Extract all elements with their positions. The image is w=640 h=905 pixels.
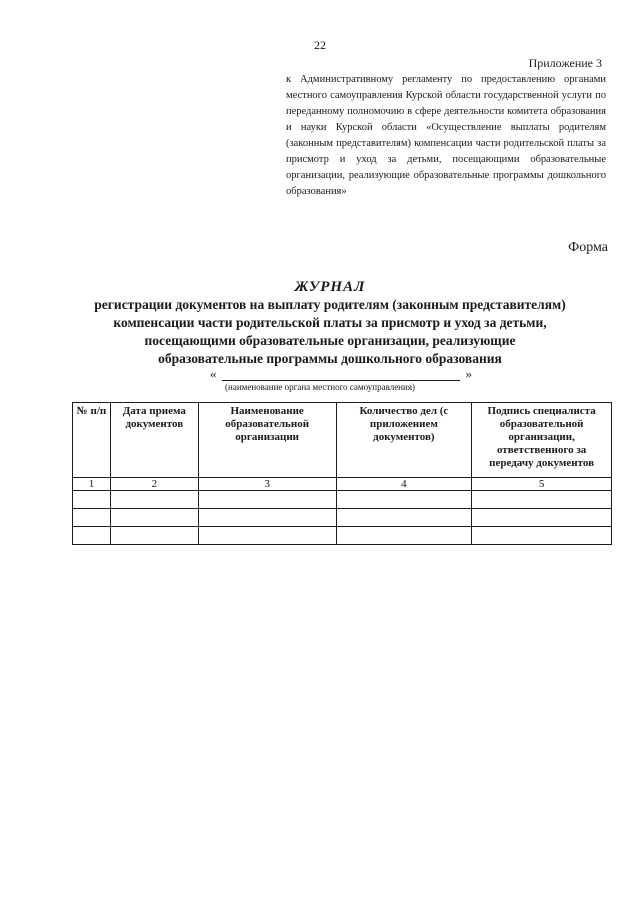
column-number: 3 xyxy=(198,478,336,491)
table-cell[interactable] xyxy=(110,509,198,527)
journal-title-block xyxy=(60,278,600,368)
table-cell[interactable] xyxy=(472,527,612,545)
table-cell[interactable] xyxy=(336,527,472,545)
table-cell[interactable] xyxy=(336,491,472,509)
table-row xyxy=(73,491,612,509)
table-cell[interactable] xyxy=(73,527,111,545)
column-number: 4 xyxy=(336,478,472,491)
journal-subtitle-line-4: образовательные программы дошкольного образования xyxy=(158,351,502,366)
appendix-title: Приложение 3 xyxy=(528,56,602,70)
page-number: 22 xyxy=(314,38,326,52)
table-cell[interactable] xyxy=(110,527,198,545)
table-header-row xyxy=(73,403,612,478)
appendix-body: к Административному регламенту по предоставлению органами местного самоуправления Курской области государственной услуги по переданному полномочию в сфере деятельности комитета образования и науки Курской области «Осуществление выплаты родителям (законным представителям) компенсации части родительской платы за присмотр и уход за детьми, посещающими образовательные организации, реализующие образовательные программы дошкольного образования» xyxy=(286,74,606,197)
org-name-underline xyxy=(222,380,460,381)
table-cell[interactable] xyxy=(198,509,336,527)
org-open-quote: « xyxy=(210,366,217,381)
header-date: Дата приема документов xyxy=(110,403,198,478)
journal-subtitle-line-2: компенсации части родительской платы за присмотр и уход за детьми, xyxy=(113,315,547,330)
table-cell[interactable] xyxy=(73,509,111,527)
header-organization: Наименование образовательной организации xyxy=(198,403,336,478)
journal-title: ЖУРНАЛ xyxy=(294,279,366,295)
column-number: 2 xyxy=(110,478,198,491)
journal-table xyxy=(72,402,612,545)
table-cell[interactable] xyxy=(198,527,336,545)
header-signature: Подпись специалиста образовательной организации, ответственного за передачу документов xyxy=(472,403,612,478)
form-label: Форма xyxy=(568,240,608,255)
table-row xyxy=(73,527,612,545)
column-number-row xyxy=(73,478,612,491)
column-number: 5 xyxy=(472,478,612,491)
table-cell[interactable] xyxy=(110,491,198,509)
table-cell[interactable] xyxy=(472,491,612,509)
column-number: 1 xyxy=(73,478,111,491)
table-cell[interactable] xyxy=(336,509,472,527)
org-caption: (наименование органа местного самоуправления) xyxy=(225,382,415,392)
journal-subtitle-line-3: посещающими образовательные организации, реализующие xyxy=(144,333,516,348)
table-cell[interactable] xyxy=(198,491,336,509)
org-close-quote: » xyxy=(465,366,472,381)
table-row xyxy=(73,509,612,527)
journal-subtitle-line-1: регистрации документов на выплату родителям (законным представителям) xyxy=(94,297,566,312)
table-cell[interactable] xyxy=(472,509,612,527)
header-number: № п/п xyxy=(73,403,111,478)
table-cell[interactable] xyxy=(73,491,111,509)
header-count: Количество дел (с приложением документов) xyxy=(336,403,472,478)
